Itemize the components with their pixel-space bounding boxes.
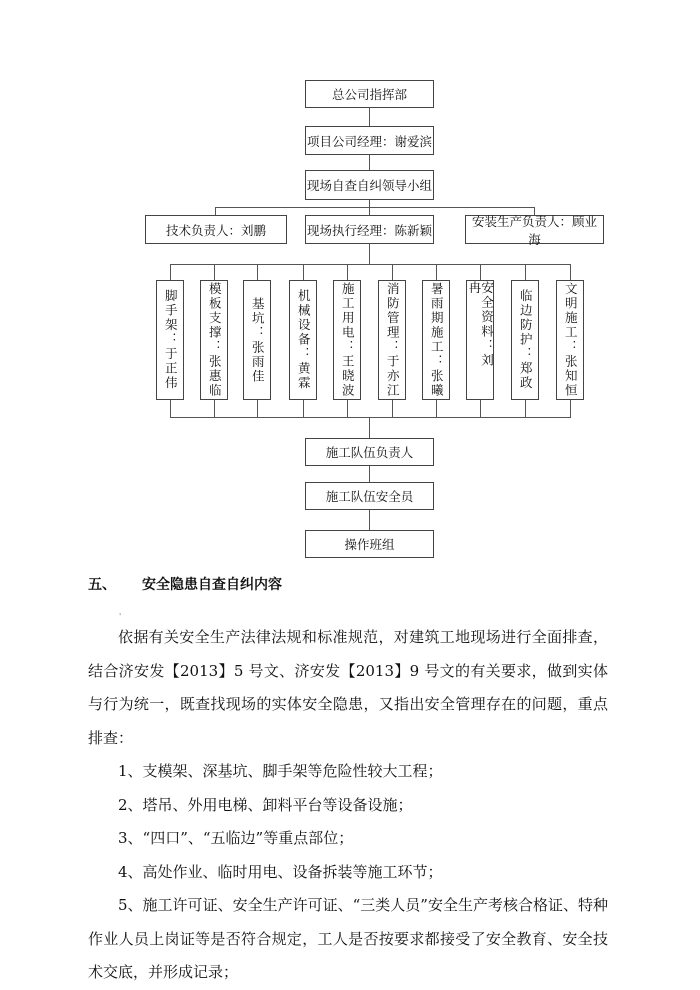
org-box-duty: 安全资料：刘 冉	[466, 280, 494, 400]
connector	[170, 264, 571, 265]
section-heading	[88, 574, 308, 594]
connector	[392, 400, 393, 417]
connector	[570, 400, 571, 417]
org-box-duty: 基坑：张雨佳	[243, 280, 271, 400]
connector	[369, 417, 370, 438]
connector	[214, 264, 215, 280]
connector	[215, 207, 535, 208]
list-item: 4、高处作业、临时用电、设备拆装等施工环节；	[118, 862, 443, 881]
connector	[257, 400, 258, 417]
org-box-site-manager: 现场执行经理：陈新颖	[305, 215, 434, 244]
connector	[170, 264, 171, 280]
connector	[170, 400, 171, 417]
org-box-team-safety: 施工队伍安全员	[305, 482, 434, 510]
org-box-duty: 脚手架：于正伟	[156, 280, 184, 400]
connector	[303, 264, 304, 280]
org-box-tech-lead: 技术负责人：刘鹏	[145, 215, 287, 244]
connector	[480, 264, 481, 280]
connector	[436, 264, 437, 280]
connector	[369, 244, 370, 264]
org-box-duty: 文明施工：张知恒	[556, 280, 584, 400]
org-box-duty: 机械设备：黄霖	[289, 280, 317, 400]
org-box-group: 现场自查自纠领导小组	[305, 170, 434, 200]
connector	[369, 155, 370, 170]
org-box-duty: 暑雨期施工：张曦	[422, 280, 450, 400]
list-item: 1、支模架、深基坑、脚手架等危险性较大工程；	[118, 762, 443, 780]
connector	[369, 108, 370, 126]
list-item: 2、塔吊、外用电梯、卸料平台等设备设施；	[118, 795, 413, 814]
connector	[257, 264, 258, 280]
connector	[570, 264, 571, 280]
connector	[170, 417, 571, 418]
connector	[480, 400, 481, 417]
org-box-duty: 消防管理：于亦江	[378, 280, 406, 400]
connector	[215, 207, 216, 215]
org-box-work-crew: 操作班组	[305, 530, 434, 558]
org-box-manager: 项目公司经理：谢爱滨	[305, 126, 434, 155]
org-box-duty: 施工用电：王晓波	[333, 280, 361, 400]
section-title: 安全隐患自查自纠内容	[142, 577, 282, 593]
connector	[369, 510, 370, 530]
org-box-duty: 模板支撑：张惠临	[200, 280, 228, 400]
connector	[303, 400, 304, 417]
connector	[436, 400, 437, 417]
org-box-hq: 总公司指挥部	[305, 80, 434, 108]
stray-mark: '	[119, 612, 122, 621]
section-number: 五、	[88, 577, 116, 593]
connector	[525, 264, 526, 280]
connector	[347, 264, 348, 280]
connector	[525, 400, 526, 417]
org-box-team-lead: 施工队伍负责人	[305, 438, 434, 466]
list-item: 3、“四口”、“五临边”等重点部位；	[118, 829, 354, 847]
connector	[347, 400, 348, 417]
connector	[369, 466, 370, 482]
connector	[214, 400, 215, 417]
intro-paragraph: 依据有关安全生产法律法规和标准规范，对建筑工地现场进行全面排查，结合济安发【2013】5 号文、济安发【2013】9 号文的有关要求，做到实体与行为统一，既查找现场的实体安全隐患，又指出安全管理存在的问题，重点排查：	[88, 628, 608, 747]
connector	[392, 264, 393, 280]
list-item: 5、施工许可证、安全生产许可证、“三类人员”安全生产考核合格证、特种作业人员上岗证等是否符合规定，工人是否按要求都接受了安全教育、安全技术交底，并形成记录；	[88, 896, 608, 981]
org-box-install-lead: 安装生产负责人：顾业海	[465, 215, 604, 244]
org-box-duty: 临边防护：郑政	[511, 280, 539, 400]
body-text	[88, 621, 608, 990]
